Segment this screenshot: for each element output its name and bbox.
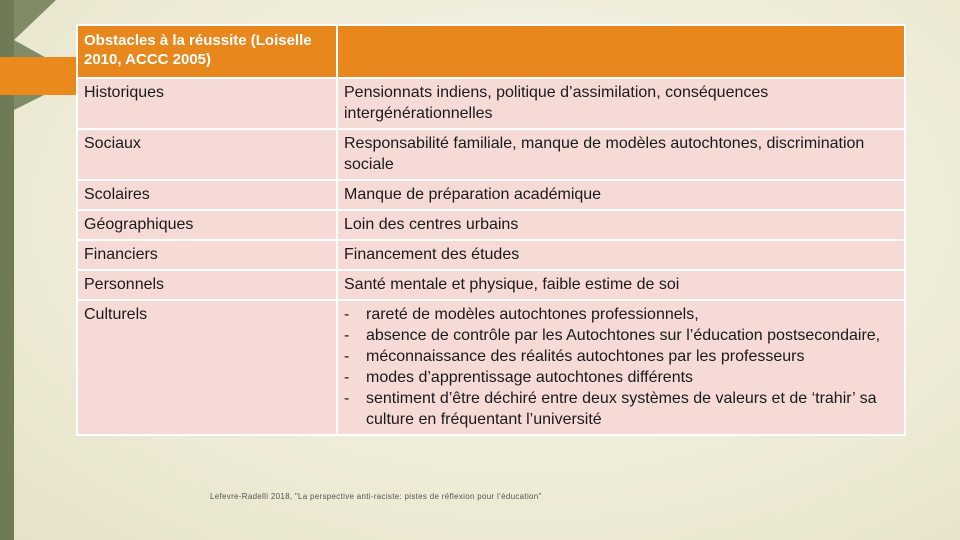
header-cell-obstacles: Obstacles à la réussite (Loiselle 2010, ACCC 2005): [77, 25, 337, 78]
row-description: Financement des études: [337, 240, 905, 270]
list-item-text: modes d’apprentissage autochtones différents: [366, 369, 694, 386]
row-category: Personnels: [77, 270, 337, 300]
row-description: Loin des centres urbains: [337, 210, 905, 240]
bullet-dash: -: [344, 306, 350, 323]
row-category: Scolaires: [77, 180, 337, 210]
table-row: [77, 270, 905, 300]
accent-tab: [0, 57, 76, 95]
row-description: Manque de préparation académique: [337, 180, 905, 210]
row-description-list: [337, 300, 905, 435]
list-item: [344, 388, 898, 430]
bullet-dash: -: [344, 348, 350, 365]
list-item-text: absence de contrôle par les Autochtones sur l’éducation postsecondaire,: [366, 327, 881, 344]
bullet-dash: -: [344, 327, 350, 344]
table-row: [77, 240, 905, 270]
bullet-dash: -: [344, 369, 350, 386]
culturels-bullet-list: [344, 304, 898, 430]
list-item: [344, 346, 898, 367]
table-row: [77, 210, 905, 240]
row-description: Responsabilité familiale, manque de modèles autochtones, discrimination sociale: [337, 129, 905, 180]
row-category: Sociaux: [77, 129, 337, 180]
row-description: Santé mentale et physique, faible estime de soi: [337, 270, 905, 300]
footer-citation: Lefevre-Radelli 2018, "La perspective anti-raciste: pistes de réflexion pour l’éducation": [210, 492, 542, 501]
row-category: Culturels: [77, 300, 337, 435]
row-category: Géographiques: [77, 210, 337, 240]
table-row: [77, 78, 905, 129]
row-category: Historiques: [77, 78, 337, 129]
bullet-dash: -: [344, 390, 350, 407]
table-header-row: [77, 25, 905, 78]
list-item: [344, 367, 898, 388]
list-item-text: méconnaissance des réalités autochtones par les professeurs: [366, 348, 805, 365]
header-cell-empty: [337, 25, 905, 78]
list-item-text: rareté de modèles autochtones professionnels,: [366, 306, 699, 323]
table-row: [77, 180, 905, 210]
list-item: [344, 304, 898, 325]
table-row: [77, 129, 905, 180]
list-item: [344, 325, 898, 346]
obstacles-table: [76, 24, 906, 436]
row-category: Financiers: [77, 240, 337, 270]
list-item-text: sentiment d’être déchiré entre deux systèmes de valeurs et de ‘trahir’ sa culture en fréquentant l’université: [366, 390, 877, 428]
table-row: [77, 300, 905, 435]
row-description: Pensionnats indiens, politique d’assimilation, conséquences intergénérationnelles: [337, 78, 905, 129]
